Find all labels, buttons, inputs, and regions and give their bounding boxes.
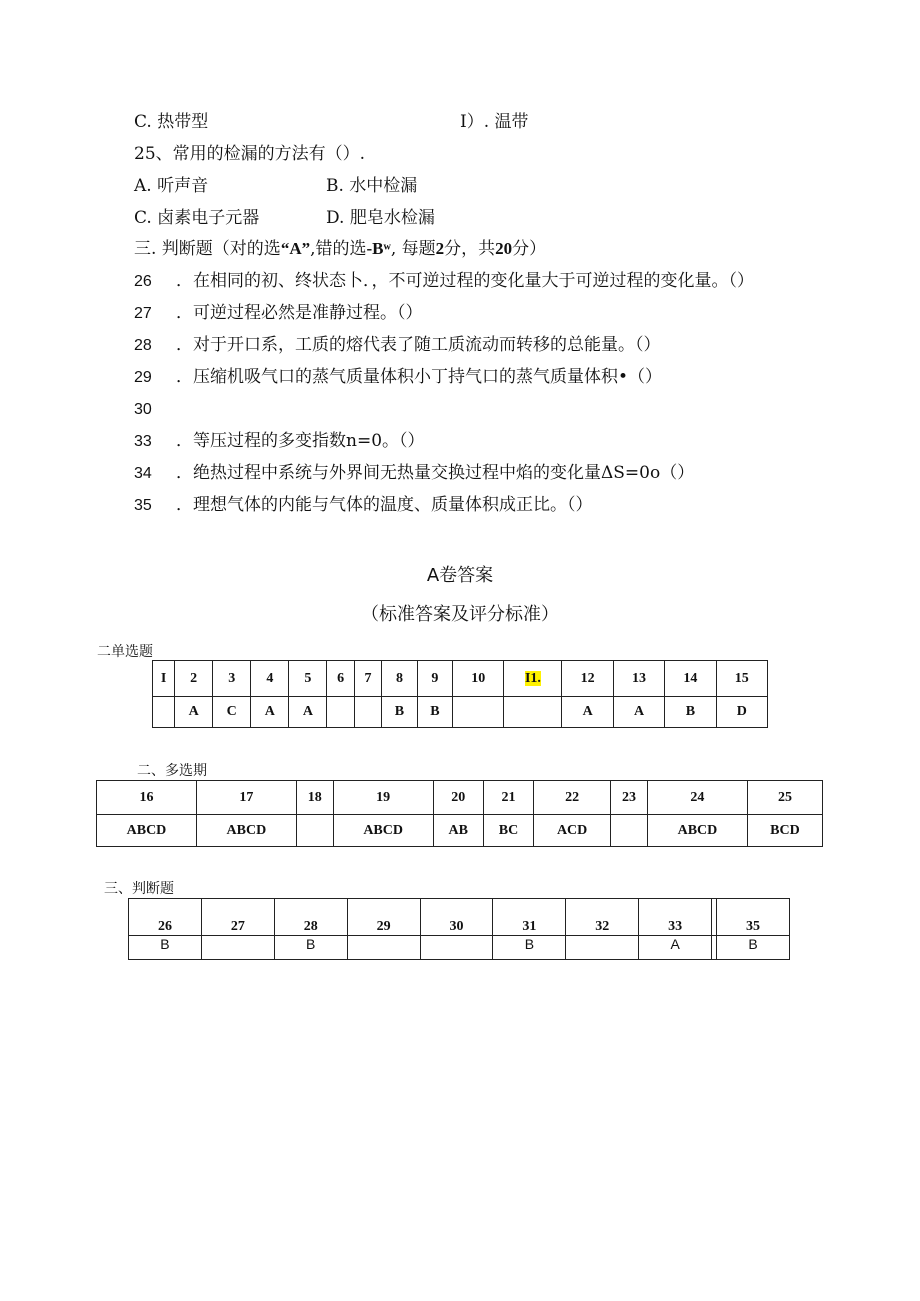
header-cell: 15 xyxy=(716,661,767,697)
header-cell: 3 xyxy=(213,661,251,697)
answer-cell xyxy=(296,815,333,847)
answer-cell: ABCD xyxy=(647,815,747,847)
option-d: I）. 温带 xyxy=(460,112,529,132)
item-text: ．等压过程的多变指数n=0。（） xyxy=(176,431,425,451)
answer-cell: A xyxy=(289,697,327,728)
section-3-prefix: 三. 判断题（对的选 xyxy=(134,239,281,259)
header-cell: 18 xyxy=(296,781,333,815)
section-3-total: 20 xyxy=(495,239,513,258)
header-cell: 10 xyxy=(453,661,504,697)
section-3-points: 2 xyxy=(435,239,445,258)
judge-item xyxy=(134,430,425,453)
answer-cell: B xyxy=(493,936,566,960)
answer-cell: D xyxy=(716,697,767,728)
header-cell: 27 xyxy=(201,899,274,936)
answer-cell: AB xyxy=(433,815,483,847)
answer-cell: BCD xyxy=(747,815,822,847)
header-row xyxy=(97,781,823,815)
header-cell: 2 xyxy=(175,661,213,697)
answer-cell: B xyxy=(274,936,347,960)
answer-cell: B xyxy=(665,697,716,728)
header-cell: 12 xyxy=(562,661,613,697)
judge-item xyxy=(134,270,754,293)
header-cell: 17 xyxy=(196,781,296,815)
answer-row xyxy=(97,815,823,847)
section-3-b: -Bʷ xyxy=(366,239,391,258)
answer-cell: B xyxy=(716,936,789,960)
answer-row xyxy=(129,936,790,960)
header-cell: 26 xyxy=(129,899,202,936)
header-cell: 31 xyxy=(493,899,566,936)
multi-choice-table xyxy=(96,780,823,847)
judge-item xyxy=(134,334,661,357)
single-choice-label: 二单选题 xyxy=(97,644,153,660)
answer-cell: ABCD xyxy=(97,815,197,847)
header-cell: 19 xyxy=(333,781,433,815)
header-cell: 16 xyxy=(97,781,197,815)
section-3-a: “A” xyxy=(280,239,311,258)
header-cell: 8 xyxy=(382,661,417,697)
judge-item xyxy=(134,494,593,517)
single-choice-table xyxy=(152,660,768,728)
item-number: 35 xyxy=(134,497,152,514)
answer-cell: B xyxy=(129,936,202,960)
header-cell: 6 xyxy=(327,661,354,697)
item-text: ．压缩机吸气口的蒸气质量体积小丁持气口的蒸气质量体积•（） xyxy=(176,367,663,387)
section-3-heading xyxy=(134,238,546,260)
option-c: C. 热带型 xyxy=(134,112,209,132)
highlighted-number: I1. xyxy=(524,670,541,686)
item-text: ．在相同的初、终状态卜．，不可逆过程的变化量大于可逆过程的变化量。（） xyxy=(176,271,754,291)
option-b: B. 水中检漏 xyxy=(326,176,418,196)
section-3-suffix1: , 每题 xyxy=(390,239,436,259)
header-cell: 28 xyxy=(274,899,347,936)
judge-label: 三、判断题 xyxy=(104,881,174,897)
answer-cell xyxy=(420,936,493,960)
answer-cell: BC xyxy=(483,815,533,847)
header-cell: 24 xyxy=(647,781,747,815)
header-row xyxy=(129,899,790,936)
header-cell-highlighted xyxy=(504,661,562,697)
header-cell: 23 xyxy=(611,781,648,815)
option-c: C. 卤素电子元器 xyxy=(134,208,260,228)
answer-cell: ACD xyxy=(534,815,611,847)
answer-cell: B xyxy=(382,697,417,728)
question-25: 25、常用的检漏的方法有（）. xyxy=(134,144,366,164)
header-cell: 21 xyxy=(483,781,533,815)
judge-item xyxy=(134,398,176,421)
header-cell: 7 xyxy=(354,661,381,697)
header-cell: 32 xyxy=(566,899,639,936)
answer-cell: A xyxy=(251,697,289,728)
answer-cell xyxy=(453,697,504,728)
item-text: ．绝热过程中系统与外界间无热量交换过程中焰的变化量ΔS=0o（） xyxy=(176,463,695,483)
answer-cell: ABCD xyxy=(333,815,433,847)
option-d: D. 肥皂水检漏 xyxy=(326,208,435,228)
header-cell: 35 xyxy=(716,899,789,936)
item-number: 30 xyxy=(134,401,152,418)
answer-cell: A xyxy=(613,697,664,728)
answer-row xyxy=(153,697,768,728)
header-cell: 29 xyxy=(347,899,420,936)
answer-cell xyxy=(153,697,175,728)
answer-cell: A xyxy=(175,697,213,728)
q25-options-row-2 xyxy=(134,207,734,229)
answer-cell xyxy=(504,697,562,728)
header-row xyxy=(153,661,768,697)
section-3-suffix3: 分） xyxy=(512,239,547,259)
header-cell: 14 xyxy=(665,661,716,697)
section-3-suffix2: 分，共 xyxy=(444,239,496,259)
item-text: ．可逆过程必然是准静过程。（） xyxy=(176,303,423,323)
item-number: 33 xyxy=(134,433,152,450)
answer-cell: B xyxy=(417,697,452,728)
header-cell: I xyxy=(153,661,175,697)
option-a: A. 听声音 xyxy=(134,176,209,196)
header-cell: 25 xyxy=(747,781,822,815)
header-cell: 33 xyxy=(639,899,712,936)
answer-title: A卷答案 xyxy=(426,565,494,586)
multi-choice-label: 二、多选期 xyxy=(137,763,207,779)
header-cell: 9 xyxy=(417,661,452,697)
item-text: ．对于开口系，工质的熔代表了随工质流动而转移的总能量。（） xyxy=(176,335,661,355)
item-number: 28 xyxy=(134,337,152,354)
answer-cell xyxy=(566,936,639,960)
header-cell: 5 xyxy=(289,661,327,697)
judge-item xyxy=(134,462,694,485)
answer-cell: ABCD xyxy=(196,815,296,847)
answer-cell: A xyxy=(562,697,613,728)
answer-cell xyxy=(201,936,274,960)
answer-cell: A xyxy=(639,936,712,960)
item-text: ．理想气体的内能与气体的温度、质量体积成正比。（） xyxy=(176,495,593,515)
judge-table xyxy=(128,898,790,960)
item-number: 26 xyxy=(134,273,152,290)
header-cell: 22 xyxy=(534,781,611,815)
header-cell: 4 xyxy=(251,661,289,697)
answer-cell xyxy=(327,697,354,728)
answer-cell xyxy=(354,697,381,728)
q24-options-row xyxy=(134,111,529,133)
item-number: 34 xyxy=(134,465,152,482)
judge-item xyxy=(134,302,423,325)
judge-item xyxy=(134,366,662,389)
header-cell: 30 xyxy=(420,899,493,936)
item-number: 27 xyxy=(134,305,152,322)
answer-subtitle: （标准答案及评分标准） xyxy=(361,604,559,625)
answer-cell xyxy=(347,936,420,960)
header-cell: 20 xyxy=(433,781,483,815)
answer-cell xyxy=(611,815,648,847)
answer-cell: C xyxy=(213,697,251,728)
header-cell: 13 xyxy=(613,661,664,697)
q25-options-row-1 xyxy=(134,175,734,197)
item-number: 29 xyxy=(134,369,152,386)
section-3-mid: ,错的选 xyxy=(310,239,367,259)
